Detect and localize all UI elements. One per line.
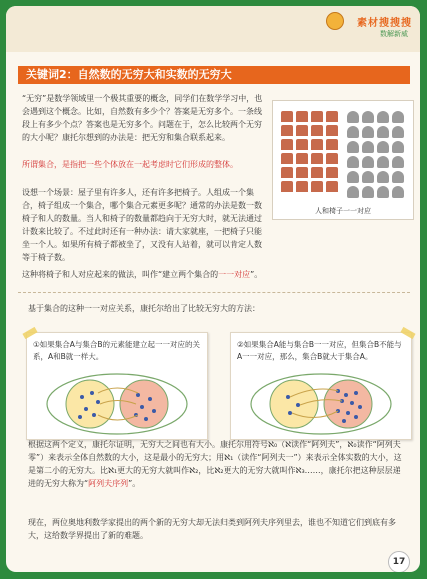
- person-icon: [377, 171, 389, 183]
- chair-icon: [281, 111, 293, 122]
- person-icon: [392, 156, 404, 168]
- para-scenario: 设想一个场景：屋子里有许多人，还有许多把椅子。人组成一个集合，椅子组成一个集合，哪个集合元素更多呢？通常的办法是数一数椅子和人的数量。当人和椅子的数量都趋向于无穷大时，就无法通过计数来比较了。不过此时还有一种办法：请大家就座，一把椅子只能坐一个人。如果所有椅子都被坐了，又没有人站着，就可以肯定人数等于椅子数。: [22, 188, 262, 262]
- chair-icon: [311, 139, 323, 150]
- person-icon: [347, 126, 359, 138]
- para-definition: 所谓集合，是指把一些个体放在一起考虑时它们形成的整体。: [22, 160, 238, 169]
- chair-icon: [326, 181, 338, 192]
- definition-card-1: [26, 332, 208, 440]
- para-correspondence-text: 这种将椅子和人对应起来的做法，叫作“建立两个集合的: [22, 270, 219, 279]
- person-icon: [347, 186, 359, 198]
- chair-icon: [281, 181, 293, 192]
- chair-icon: [296, 111, 308, 122]
- chair-icon: [281, 139, 293, 150]
- page: [6, 6, 420, 572]
- chair-icon: [296, 181, 308, 192]
- venn-diagram-equal: [42, 369, 192, 439]
- brand-sub: 数解新威: [380, 30, 408, 38]
- person-icon: [362, 141, 374, 153]
- definition-1-text: ①如果集合A与集合B的元素能建立起一一对应的关系，A和B就一样大。: [33, 340, 200, 361]
- para-method: 基于集合的这种一一对应关系，康托尔给出了比较无穷大的方法：: [28, 304, 260, 313]
- person-icon: [362, 186, 374, 198]
- chairs-grid: [281, 111, 338, 192]
- chair-icon: [281, 153, 293, 164]
- chair-icon: [296, 167, 308, 178]
- chair-icon: [281, 167, 293, 178]
- brand-name: 素材搜搜搜: [357, 18, 412, 29]
- person-icon: [362, 126, 374, 138]
- person-icon: [362, 156, 374, 168]
- chair-icon: [296, 125, 308, 136]
- person-icon: [392, 171, 404, 183]
- para-correspondence: [22, 268, 412, 281]
- mascot-icon: [326, 12, 344, 30]
- person-icon: [377, 111, 389, 123]
- person-icon: [377, 141, 389, 153]
- chair-icon: [311, 167, 323, 178]
- chairs-people-figure: [272, 100, 414, 220]
- person-icon: [377, 126, 389, 138]
- figure-caption: 人和椅子一一对应: [315, 207, 371, 215]
- person-icon: [377, 156, 389, 168]
- para-aleph-text: 根据这两个定义，康托尔证明，无穷大之间也有大小。康托尔用符号ℵ₀（ℵ读作“阿列夫”，ℵ₀读作“阿列夫零”）来表示全体自然数的大小，这是最小的无穷大；用ℵ₁（读作“阿列夫一”）来表示全体实数的大小，这是第二小的无穷大。比ℵ₁更大的无穷大就叫作ℵ₂，比ℵ₂更大的无穷大就叫作ℵ₃……，康托尔把这种层层递进的无穷大称为“: [28, 440, 402, 488]
- person-icon: [377, 186, 389, 198]
- person-icon: [347, 141, 359, 153]
- person-icon: [392, 126, 404, 138]
- person-icon: [362, 111, 374, 123]
- aleph-sequence-term: 阿列夫序列: [88, 479, 129, 488]
- chair-icon: [326, 139, 338, 150]
- section-divider: [18, 292, 410, 293]
- chair-icon: [326, 111, 338, 122]
- chair-icon: [311, 153, 323, 164]
- person-icon: [362, 171, 374, 183]
- chair-icon: [326, 167, 338, 178]
- correspondence-term: 一一对应: [218, 270, 251, 279]
- definition-2-text: ②如果集合A能与集合B一一对应，但集合B不能与A一一对应，那么，集合B就大于集合A。: [237, 340, 402, 361]
- chair-icon: [311, 125, 323, 136]
- definition-card-2: [230, 332, 412, 440]
- chair-icon: [311, 181, 323, 192]
- chair-icon: [311, 111, 323, 122]
- section-heading: 关键词2：自然数的无穷大和实数的无穷大: [18, 66, 410, 84]
- para-correspondence-end: ”。: [250, 270, 263, 279]
- person-icon: [392, 111, 404, 123]
- para-aleph-end: ”。: [128, 479, 141, 488]
- chair-icon: [296, 139, 308, 150]
- chair-icon: [296, 153, 308, 164]
- chair-icon: [326, 153, 338, 164]
- para-intro: “无穷”是数学领域里一个极其重要的概念，同学们在数学学习中，也会遇到这个概念。比如，自然数有多少个？答案是无穷多个。一条线段上有多少个点？答案也是无穷多个。问题在于，怎么比较两个无穷的大小呢？康托尔想到的办法是：把无穷和集合联系起来。: [22, 94, 263, 142]
- person-icon: [392, 186, 404, 198]
- person-icon: [347, 171, 359, 183]
- para-aleph: [28, 438, 408, 490]
- person-icon: [392, 141, 404, 153]
- chair-icon: [281, 125, 293, 136]
- person-icon: [347, 111, 359, 123]
- person-icon: [347, 156, 359, 168]
- people-grid: [347, 111, 404, 198]
- venn-diagram-unequal: [246, 369, 396, 439]
- para-conclusion: 现在，两位奥地利数学家提出的两个新的无穷大却无法归类到阿列夫序列里去，谁也不知道它们到底有多大，这给数学界提出了新的难题。: [28, 518, 396, 540]
- page-number: 17: [388, 551, 410, 572]
- brand-logo: [330, 14, 412, 42]
- chair-icon: [326, 125, 338, 136]
